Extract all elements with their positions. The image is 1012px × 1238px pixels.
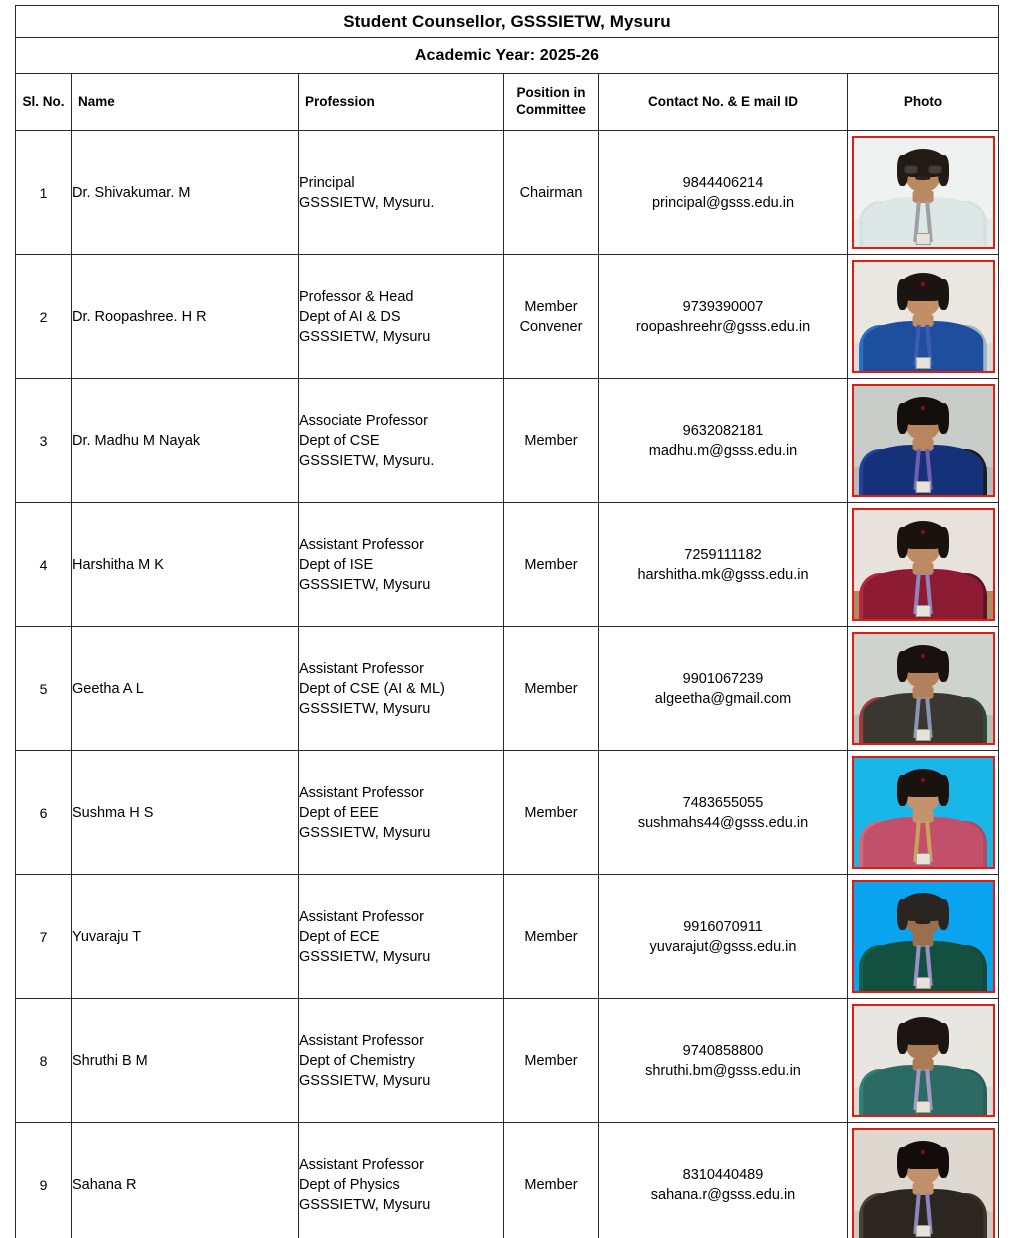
profession-line-3: GSSSIETW, Mysuru xyxy=(299,824,431,841)
contact-phone: 9916070911 xyxy=(683,918,763,935)
cell-contact-and-email xyxy=(599,255,848,379)
portrait-id-badge xyxy=(916,1101,931,1113)
cell-photo xyxy=(848,255,999,379)
table-row xyxy=(16,627,999,751)
cell-position-in-committee xyxy=(504,379,599,503)
cell-sl-no: 4 xyxy=(16,503,72,627)
member-photo xyxy=(852,1004,995,1117)
table-row xyxy=(16,1123,999,1238)
portrait-hair-left xyxy=(897,651,908,682)
cell-name: Dr. Shivakumar. M xyxy=(72,131,299,255)
cell-sl-no: 3 xyxy=(16,379,72,503)
profession-line-3: GSSSIETW, Mysuru xyxy=(299,328,431,345)
portrait-illustration xyxy=(854,1006,993,1115)
cell-sl-no: 1 xyxy=(16,131,72,255)
profession-line-1: Assistant Professor xyxy=(299,660,424,677)
portrait-hair-left xyxy=(897,403,908,434)
profession-line-2: Dept of CSE xyxy=(299,432,380,449)
cell-contact-and-email xyxy=(599,131,848,255)
student-counsellor-table xyxy=(15,5,999,1238)
portrait-hair-right xyxy=(938,1023,949,1054)
portrait-id-badge xyxy=(916,481,931,493)
position-line-2: Convener xyxy=(519,318,583,335)
profession-line-1: Assistant Professor xyxy=(299,908,424,925)
cell-photo xyxy=(848,999,999,1123)
portrait-id-badge xyxy=(916,1225,931,1237)
contact-email: shruthi.bm@gsss.edu.in xyxy=(645,1062,801,1079)
contact-email: madhu.m@gsss.edu.in xyxy=(648,442,798,459)
position-line-1: Member xyxy=(524,556,578,573)
column-header-row xyxy=(16,74,999,131)
contact-email: principal@gsss.edu.in xyxy=(651,194,795,211)
profession-line-3: GSSSIETW, Mysuru xyxy=(299,948,431,965)
portrait-hair-right xyxy=(938,899,949,930)
table-row xyxy=(16,875,999,999)
header-profession: Profession xyxy=(299,74,504,131)
title-row xyxy=(16,6,999,38)
cell-contact-and-email xyxy=(599,503,848,627)
cell-photo xyxy=(848,627,999,751)
member-photo xyxy=(852,632,995,745)
header-contact-and-email: Contact No. & E mail ID xyxy=(599,74,848,131)
cell-contact-and-email xyxy=(599,1123,848,1238)
cell-contact-and-email xyxy=(599,751,848,875)
cell-profession xyxy=(299,751,504,875)
cell-position-in-committee xyxy=(504,1123,599,1238)
cell-profession xyxy=(299,999,504,1123)
header-sl-no: Sl. No. xyxy=(16,74,72,131)
cell-profession xyxy=(299,875,504,999)
cell-sl-no: 6 xyxy=(16,751,72,875)
portrait-hair-left xyxy=(897,775,908,806)
cell-name: Harshitha M K xyxy=(72,503,299,627)
profession-line-2: Dept of Chemistry xyxy=(299,1052,416,1069)
portrait-illustration xyxy=(854,882,993,991)
cell-profession xyxy=(299,255,504,379)
contact-email: yuvarajut@gsss.edu.in xyxy=(649,938,797,955)
cell-name: Shruthi B M xyxy=(72,999,299,1123)
portrait-hair-right xyxy=(938,1147,949,1178)
contact-phone: 9739390007 xyxy=(682,298,764,315)
profession-line-3: GSSSIETW, Mysuru xyxy=(299,1072,431,1089)
member-photo xyxy=(852,508,995,621)
portrait-hair-left xyxy=(897,1147,908,1178)
portrait-illustration xyxy=(854,262,993,371)
portrait-id-badge xyxy=(916,357,931,369)
cell-profession xyxy=(299,1123,504,1238)
cell-sl-no: 2 xyxy=(16,255,72,379)
table-row xyxy=(16,999,999,1123)
portrait-illustration xyxy=(854,510,993,619)
contact-email: algeetha@gmail.com xyxy=(654,690,792,707)
contact-phone: 9740858800 xyxy=(682,1042,764,1059)
cell-position-in-committee xyxy=(504,503,599,627)
table-row xyxy=(16,131,999,255)
profession-line-2: Dept of EEE xyxy=(299,804,379,821)
contact-phone: 9844406214 xyxy=(682,174,764,191)
table-body xyxy=(16,131,999,1238)
table-row xyxy=(16,379,999,503)
contact-email: sushmahs44@gsss.edu.in xyxy=(637,814,809,831)
member-photo xyxy=(852,384,995,497)
position-line-1: Member xyxy=(524,432,578,449)
cell-sl-no: 9 xyxy=(16,1123,72,1238)
cell-profession xyxy=(299,131,504,255)
member-photo xyxy=(852,1128,995,1238)
contact-email: harshitha.mk@gsss.edu.in xyxy=(637,566,809,583)
cell-sl-no: 8 xyxy=(16,999,72,1123)
portrait-glasses-left xyxy=(904,165,918,174)
member-photo xyxy=(852,756,995,869)
profession-line-1: Assistant Professor xyxy=(299,784,424,801)
profession-line-1: Assistant Professor xyxy=(299,1156,424,1173)
portrait-id-badge xyxy=(916,233,931,245)
portrait-hair-right xyxy=(938,403,949,434)
portrait-hair-right xyxy=(938,775,949,806)
contact-phone: 7259111182 xyxy=(684,546,762,563)
cell-profession xyxy=(299,627,504,751)
position-line-1: Member xyxy=(524,298,578,315)
position-line-1: Member xyxy=(524,928,578,945)
portrait-id-badge xyxy=(916,853,931,865)
profession-line-2: Dept of CSE (AI & ML) xyxy=(299,680,445,697)
portrait-illustration xyxy=(854,138,993,247)
cell-photo xyxy=(848,503,999,627)
position-line-1: Member xyxy=(524,680,578,697)
portrait-id-badge xyxy=(916,977,931,989)
header-photo: Photo xyxy=(848,74,999,131)
portrait-hair-left xyxy=(897,279,908,310)
contact-phone: 8310440489 xyxy=(682,1166,764,1183)
position-line-1: Member xyxy=(524,1176,578,1193)
contact-phone: 9901067239 xyxy=(682,670,764,687)
header-position-in-committee: Position in Committee xyxy=(504,74,599,131)
cell-photo xyxy=(848,379,999,503)
cell-sl-no: 5 xyxy=(16,627,72,751)
cell-position-in-committee xyxy=(504,999,599,1123)
cell-name: Sushma H S xyxy=(72,751,299,875)
table-row xyxy=(16,751,999,875)
portrait-id-badge xyxy=(916,605,931,617)
cell-position-in-committee xyxy=(504,875,599,999)
profession-line-3: GSSSIETW, Mysuru xyxy=(299,1196,431,1213)
member-photo xyxy=(852,260,995,373)
profession-line-2: Dept of ISE xyxy=(299,556,374,573)
document-title: Student Counsellor, GSSSIETW, Mysuru xyxy=(16,6,999,38)
cell-photo xyxy=(848,1123,999,1238)
portrait-illustration xyxy=(854,1130,993,1238)
portrait-hair-left xyxy=(897,527,908,558)
cell-name: Yuvaraju T xyxy=(72,875,299,999)
member-photo xyxy=(852,136,995,249)
header-name: Name xyxy=(72,74,299,131)
cell-contact-and-email xyxy=(599,379,848,503)
portrait-hair-right xyxy=(938,651,949,682)
profession-line-1: Professor & Head xyxy=(299,288,414,305)
academic-year-subtitle: Academic Year: 2025-26 xyxy=(16,38,999,74)
portrait-hair-left xyxy=(897,899,908,930)
profession-line-1: Associate Professor xyxy=(299,412,428,429)
profession-line-1: Principal xyxy=(299,174,355,191)
cell-photo xyxy=(848,751,999,875)
profession-line-2: Dept of AI & DS xyxy=(299,308,401,325)
cell-photo xyxy=(848,875,999,999)
member-photo xyxy=(852,880,995,993)
cell-position-in-committee xyxy=(504,255,599,379)
profession-line-2: Dept of Physics xyxy=(299,1176,400,1193)
cell-contact-and-email xyxy=(599,999,848,1123)
cell-profession xyxy=(299,379,504,503)
cell-contact-and-email xyxy=(599,627,848,751)
portrait-glasses-right xyxy=(928,165,942,174)
cell-name: Sahana R xyxy=(72,1123,299,1238)
portrait-illustration xyxy=(854,386,993,495)
portrait-illustration xyxy=(854,634,993,743)
cell-photo xyxy=(848,131,999,255)
cell-contact-and-email xyxy=(599,875,848,999)
profession-line-2: Dept of ECE xyxy=(299,928,380,945)
profession-line-3: GSSSIETW, Mysuru xyxy=(299,700,431,717)
profession-line-2: GSSSIETW, Mysuru. xyxy=(299,194,435,211)
subtitle-row xyxy=(16,38,999,74)
portrait-illustration xyxy=(854,758,993,867)
position-line-1: Member xyxy=(524,1052,578,1069)
contact-phone: 9632082181 xyxy=(682,422,764,439)
portrait-hair-left xyxy=(897,1023,908,1054)
cell-position-in-committee xyxy=(504,751,599,875)
cell-position-in-committee xyxy=(504,131,599,255)
contact-email: roopashreehr@gsss.edu.in xyxy=(635,318,811,335)
table-row xyxy=(16,255,999,379)
cell-sl-no: 7 xyxy=(16,875,72,999)
profession-line-1: Assistant Professor xyxy=(299,536,424,553)
cell-name: Dr. Madhu M Nayak xyxy=(72,379,299,503)
cell-profession xyxy=(299,503,504,627)
profession-line-3: GSSSIETW, Mysuru xyxy=(299,576,431,593)
cell-name: Dr. Roopashree. H R xyxy=(72,255,299,379)
portrait-hair-right xyxy=(938,527,949,558)
position-line-1: Chairman xyxy=(519,184,583,201)
portrait-hair-right xyxy=(938,279,949,310)
contact-email: sahana.r@gsss.edu.in xyxy=(650,1186,796,1203)
contact-phone: 7483655055 xyxy=(682,794,764,811)
position-line-1: Member xyxy=(524,804,578,821)
portrait-id-badge xyxy=(916,729,931,741)
profession-line-1: Assistant Professor xyxy=(299,1032,424,1049)
profession-line-3: GSSSIETW, Mysuru. xyxy=(299,452,435,469)
table-row xyxy=(16,503,999,627)
cell-position-in-committee xyxy=(504,627,599,751)
cell-name: Geetha A L xyxy=(72,627,299,751)
